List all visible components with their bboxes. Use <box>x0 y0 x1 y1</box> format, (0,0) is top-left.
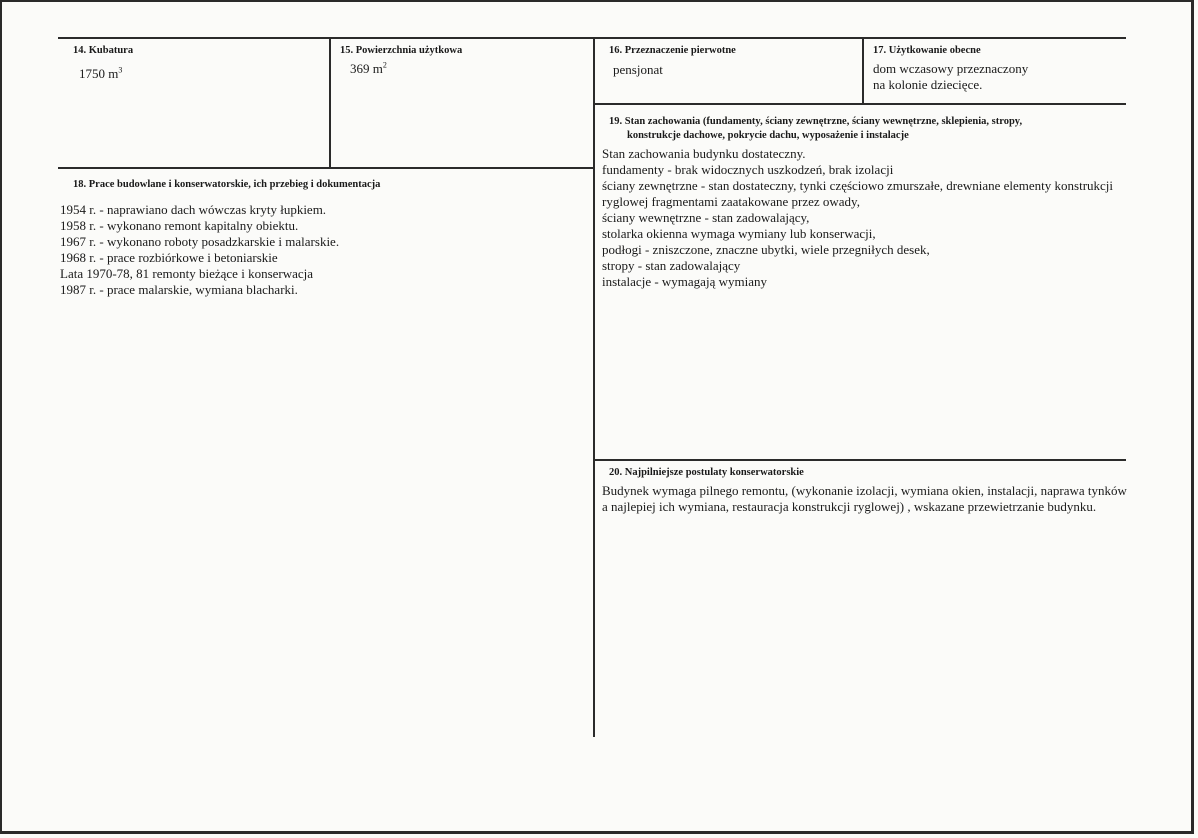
f19-title-line2: konstrukcje dachowe, pokrycie dachu, wyposażenie i instalacje <box>627 130 909 141</box>
f18-entry: 1958 r. - wykonano remont kapitalny obiektu. <box>60 218 299 233</box>
f17-line: dom wczasowy przeznaczony <box>873 61 1029 76</box>
f19-entries <box>602 146 1113 290</box>
f18-entry: Lata 1970-78, 81 remonty bieżące i konserwacja <box>60 266 314 281</box>
f16-value: pensjonat <box>613 62 663 77</box>
f19-entry: podłogi - zniszczone, znaczne ubytki, wiele przegniłych desek, <box>602 242 930 257</box>
f20-entry: a najlepiej ich wymiana, restauracja konstrukcji ryglowej) , wskazane przewietrzanie budynku. <box>602 499 1097 514</box>
f20-title: 20. Najpilniejsze postulaty konserwatorskie <box>609 467 804 478</box>
divider-f14-f15 <box>329 37 331 169</box>
divider-main <box>593 37 595 737</box>
f20-entries <box>602 483 1127 515</box>
f17-line: na kolonie dziecięce. <box>873 77 983 92</box>
f18-entry: 1968 r. - prace rozbiórkowe i betoniarskie <box>60 250 278 265</box>
f18-title: 18. Prace budowlane i konserwatorskie, ich przebieg i dokumentacja <box>73 179 381 190</box>
f18-entries <box>60 202 339 298</box>
f18-entry: 1987 r. - prace malarskie, wymiana blacharki. <box>60 282 298 297</box>
f17-title: 17. Użytkowanie obecne <box>873 45 981 56</box>
rule-under-f14-f15 <box>58 167 595 169</box>
f14-value <box>79 66 122 82</box>
f16-title: 16. Przeznaczenie pierwotne <box>609 45 736 56</box>
f19-entry: ściany wewnętrzne - stan zadowalający, <box>602 210 810 225</box>
f14-value-text: 1750 m <box>79 66 119 81</box>
f14-title: 14. Kubatura <box>73 45 134 56</box>
rule-under-f16-f17 <box>594 103 1126 105</box>
f15-title: 15. Powierzchnia użytkowa <box>340 45 463 56</box>
f19-entry: instalacje - wymagają wymiany <box>602 274 767 289</box>
f20-entry: Budynek wymaga pilnego remontu, (wykonanie izolacji, wymiana okien, instalacji, naprawa tynków <box>602 483 1127 498</box>
f19-entry: stropy - stan zadowalający <box>602 258 741 273</box>
f14-unit-sup: 3 <box>118 65 123 75</box>
f17-value <box>873 61 1028 93</box>
f19-entry: ściany zewnętrzne - stan dostateczny, tynki częściowo zmurszałe, drewniane elementy konstrukcji <box>602 178 1114 193</box>
top-rule <box>58 37 1126 39</box>
divider-f16-f17 <box>862 37 864 105</box>
f19-entry: fundamenty - brak widocznych uszkodzeń, brak izolacji <box>602 162 894 177</box>
f18-entry: 1954 r. - naprawiano dach wówczas kryty łupkiem. <box>60 202 327 217</box>
f15-unit-sup: 2 <box>382 60 387 70</box>
f15-value-text: 369 m <box>350 61 383 76</box>
f19-entry: stolarka okienna wymaga wymiany lub konserwacji, <box>602 226 876 241</box>
f19-title-line1: 19. Stan zachowania (fundamenty, ściany zewnętrzne, ściany wewnętrzne, sklepienia, stropy, <box>609 116 1023 127</box>
rule-above-f20 <box>594 459 1126 461</box>
f19-entry: ryglowej fragmentami zaatakowane przez owady, <box>602 194 860 209</box>
f18-entry: 1967 r. - wykonano roboty posadzkarskie i malarskie. <box>60 234 340 249</box>
f19-entry: Stan zachowania budynku dostateczny. <box>602 146 806 161</box>
f15-value <box>350 61 387 77</box>
